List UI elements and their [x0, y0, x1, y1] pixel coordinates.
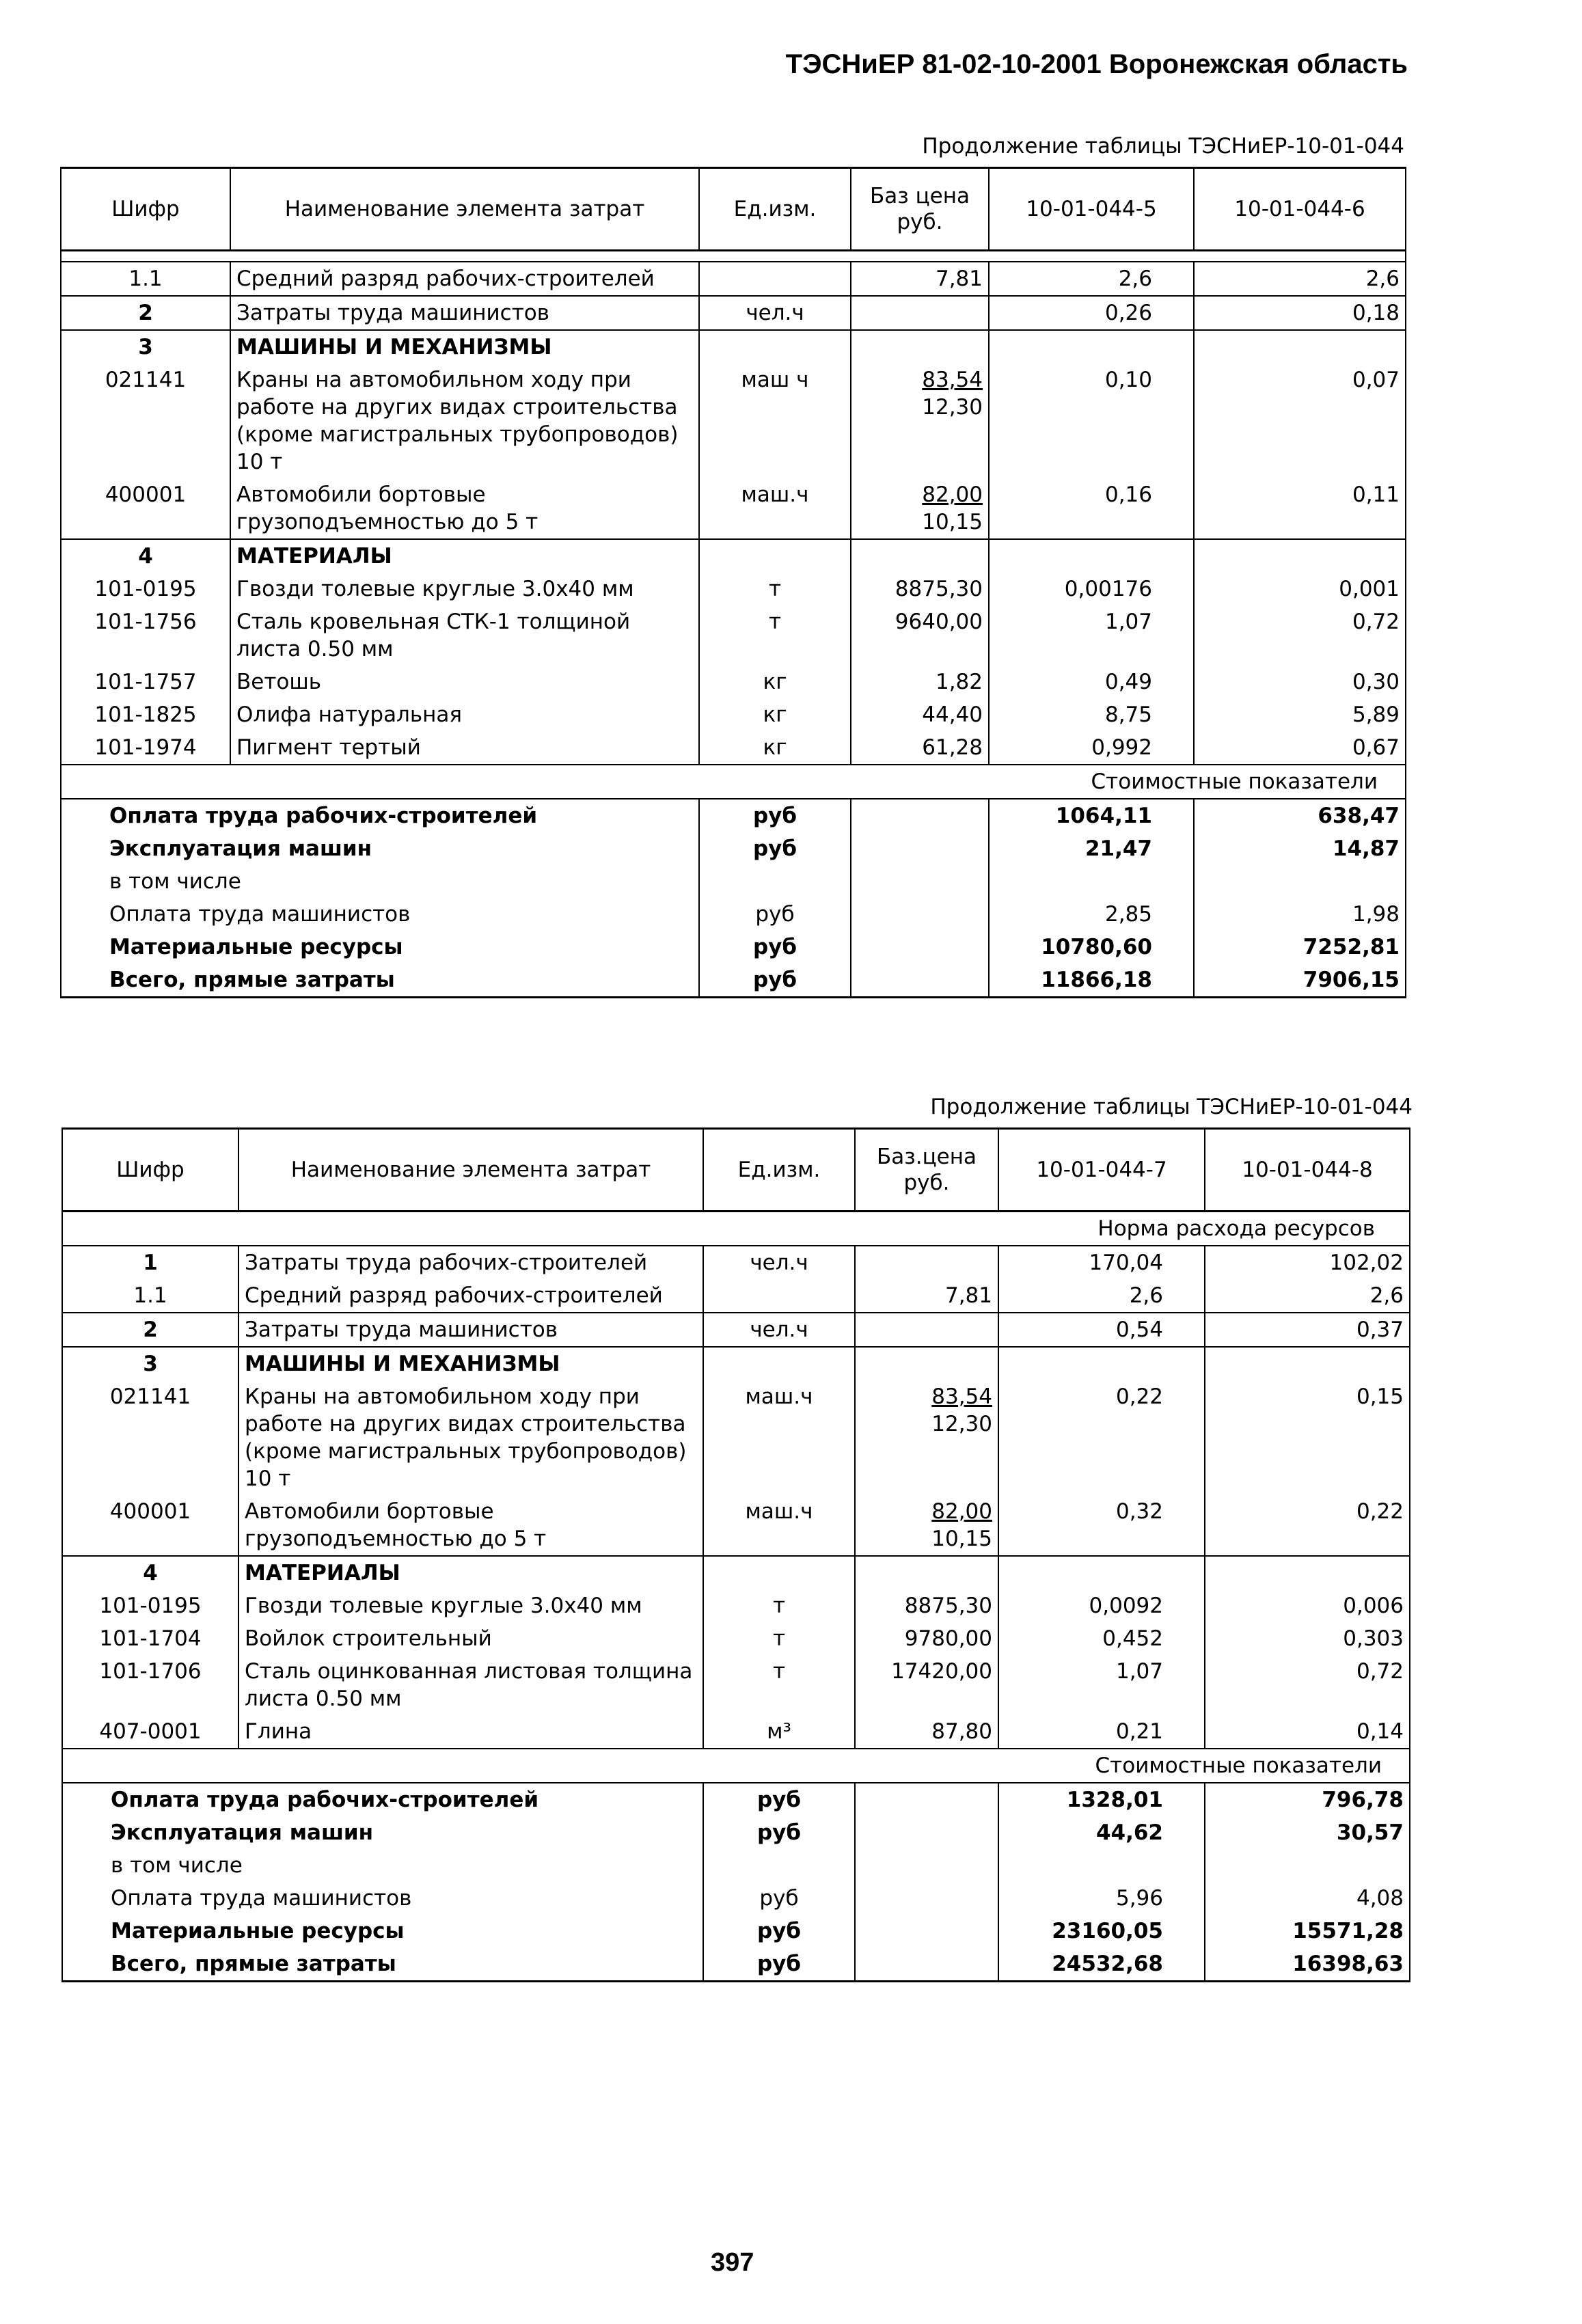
machinist-price-value: 12,30 [931, 1412, 992, 1436]
row-price [855, 1655, 998, 1715]
summary-unit: руб [699, 898, 851, 931]
summary-label: Эксплуатация машин [62, 1816, 703, 1849]
row-code: 1.1 [61, 262, 230, 296]
row-code: 4 [61, 539, 230, 573]
summary-value-1: 44,62 [998, 1816, 1205, 1849]
row-code: 1.1 [62, 1279, 238, 1313]
row-unit: м³ [703, 1715, 855, 1749]
row-code: 2 [61, 296, 230, 330]
row-value-1 [998, 1556, 1205, 1589]
row-price [855, 1347, 998, 1380]
price-value: 83,54 [931, 1384, 992, 1409]
table-row [62, 1279, 1410, 1313]
row-value-1 [989, 330, 1194, 364]
column-header: Баз цена руб. [851, 168, 989, 251]
row-name: Затраты труда машинистов [238, 1313, 703, 1347]
row-code: 021141 [62, 1380, 238, 1495]
row-value-2 [1194, 539, 1406, 573]
summary-unit: руб [699, 832, 851, 865]
summary-label: Материальные ресурсы [62, 1915, 703, 1947]
summary-value-1: 21,47 [989, 832, 1194, 865]
row-value-2: 102,02 [1205, 1246, 1410, 1279]
summary-unit: руб [699, 931, 851, 963]
summary-row [62, 1915, 1410, 1947]
table-caption: Продолжение таблицы ТЭСНиЕР-10-01-044 [922, 134, 1404, 159]
summary-row [61, 898, 1406, 931]
price-value: 82,00 [922, 482, 983, 507]
price-value: 9780,00 [904, 1626, 992, 1651]
row-code: 021141 [61, 364, 230, 478]
row-code: 407-0001 [62, 1715, 238, 1749]
summary-value-2: 15571,28 [1205, 1915, 1410, 1947]
cost-table-2 [62, 1127, 1410, 1982]
row-code: 3 [62, 1347, 238, 1380]
summary-label: Эксплуатация машин [61, 832, 699, 865]
row-price [851, 478, 989, 539]
summary-label: Оплата труда рабочих-строителей [61, 799, 699, 832]
summary-row [61, 931, 1406, 963]
row-name: Глина [238, 1715, 703, 1749]
summary-value-2: 7906,15 [1194, 963, 1406, 998]
row-unit [703, 1347, 855, 1380]
price-value: 82,00 [931, 1499, 992, 1524]
row-value-2: 0,15 [1205, 1380, 1410, 1495]
row-price [855, 1715, 998, 1749]
row-value-2: 0,07 [1194, 364, 1406, 478]
price-value: 7,81 [935, 266, 983, 291]
row-name: Сталь оцинкованная листовая толщина листа 0.50 мм [238, 1655, 703, 1715]
row-name: Пигмент тертый [230, 731, 699, 765]
row-name: Войлок строительный [238, 1622, 703, 1655]
row-value-2: 0,72 [1194, 605, 1406, 666]
row-code: 101-1825 [61, 698, 230, 731]
row-value-1: 2,6 [989, 262, 1194, 296]
row-unit: т [703, 1589, 855, 1622]
summary-value-1: 5,96 [998, 1882, 1205, 1915]
row-price [851, 698, 989, 731]
row-code: 4 [62, 1556, 238, 1589]
row-price [851, 262, 989, 296]
row-name: Средний разряд рабочих-строителей [238, 1279, 703, 1313]
column-header: 10-01-044-5 [989, 168, 1194, 251]
table-row [62, 1556, 1410, 1589]
row-unit: т [699, 573, 851, 605]
row-code: 1 [62, 1246, 238, 1279]
summary-price [855, 1947, 998, 1982]
row-unit: чел.ч [703, 1313, 855, 1347]
table-row [62, 1622, 1410, 1655]
row-code: 101-1974 [61, 731, 230, 765]
summary-label: Материальные ресурсы [61, 931, 699, 963]
column-header: Ед.изм. [703, 1129, 855, 1212]
row-value-1: 0,22 [998, 1380, 1205, 1495]
table-row [62, 1313, 1410, 1347]
summary-value-1: 11866,18 [989, 963, 1194, 998]
row-unit: кг [699, 731, 851, 765]
summary-unit: руб [699, 799, 851, 832]
summary-price [851, 799, 989, 832]
column-header: Баз.цена руб. [855, 1129, 998, 1212]
summary-price [855, 1783, 998, 1816]
summary-price [851, 865, 989, 898]
price-value: 17420,00 [891, 1659, 992, 1684]
column-header: Ед.изм. [699, 168, 851, 251]
summary-row [62, 1783, 1410, 1816]
row-value-2: 0,14 [1205, 1715, 1410, 1749]
row-name: Автомобили бортовые грузоподъемностью до 5 т [230, 478, 699, 539]
table-row [61, 330, 1406, 364]
row-value-2 [1194, 330, 1406, 364]
table-header-row [62, 1129, 1410, 1212]
row-code: 3 [61, 330, 230, 364]
row-price [855, 1556, 998, 1589]
column-header: 10-01-044-6 [1194, 168, 1406, 251]
row-value-2 [1205, 1347, 1410, 1380]
row-name: Затраты труда рабочих-строителей [238, 1246, 703, 1279]
row-unit: маш.ч [703, 1380, 855, 1495]
summary-row [62, 1849, 1410, 1882]
row-value-2: 0,006 [1205, 1589, 1410, 1622]
summary-price [855, 1882, 998, 1915]
row-value-1: 0,49 [989, 666, 1194, 698]
summary-label: Оплата труда машинистов [61, 898, 699, 931]
row-value-2: 5,89 [1194, 698, 1406, 731]
row-unit: маш.ч [699, 478, 851, 539]
row-code: 400001 [62, 1495, 238, 1556]
column-header: 10-01-044-7 [998, 1129, 1205, 1212]
row-value-1: 0,21 [998, 1715, 1205, 1749]
row-value-1: 0,32 [998, 1495, 1205, 1556]
summary-value-2: 7252,81 [1194, 931, 1406, 963]
row-code: 2 [62, 1313, 238, 1347]
row-code: 101-1756 [61, 605, 230, 666]
spacer-cell [61, 251, 1406, 262]
row-price [855, 1246, 998, 1279]
row-unit: чел.ч [703, 1246, 855, 1279]
row-price [851, 666, 989, 698]
table-body [61, 168, 1406, 998]
row-code: 101-1706 [62, 1655, 238, 1715]
price-value: 8875,30 [904, 1594, 992, 1618]
table-row [62, 1589, 1410, 1622]
summary-value-2: 4,08 [1205, 1882, 1410, 1915]
table-row [62, 1655, 1410, 1715]
row-value-2 [1205, 1556, 1410, 1589]
row-code: 101-1757 [61, 666, 230, 698]
summary-value-2: 638,47 [1194, 799, 1406, 832]
summary-row [61, 832, 1406, 865]
table-row [61, 731, 1406, 765]
row-value-1: 0,16 [989, 478, 1194, 539]
summary-value-1: 1328,01 [998, 1783, 1205, 1816]
row-price [851, 296, 989, 330]
summary-unit: руб [699, 963, 851, 998]
row-value-2: 0,72 [1205, 1655, 1410, 1715]
row-name: МАШИНЫ И МЕХАНИЗМЫ [238, 1347, 703, 1380]
row-value-2: 0,37 [1205, 1313, 1410, 1347]
price-value: 44,40 [922, 702, 983, 727]
table-row [61, 296, 1406, 330]
row-price [855, 1495, 998, 1556]
norm-label: Норма расхода ресурсов [62, 1212, 1410, 1246]
column-header: Наименование элемента затрат [238, 1129, 703, 1212]
row-value-1: 0,00176 [989, 573, 1194, 605]
table-row [61, 539, 1406, 573]
row-price [855, 1313, 998, 1347]
table-row [61, 262, 1406, 296]
row-value-1 [989, 539, 1194, 573]
table-row [61, 573, 1406, 605]
table-row [62, 1347, 1410, 1380]
summary-row [62, 1947, 1410, 1982]
row-price [855, 1380, 998, 1495]
summary-label: Оплата труда машинистов [62, 1882, 703, 1915]
cost-label-row [61, 765, 1406, 799]
row-name: МАТЕРИАЛЫ [230, 539, 699, 573]
summary-value-1: 2,85 [989, 898, 1194, 931]
summary-value-2: 30,57 [1205, 1816, 1410, 1849]
summary-value-2: 16398,63 [1205, 1947, 1410, 1982]
column-header: Наименование элемента затрат [230, 168, 699, 251]
summary-unit: руб [703, 1947, 855, 1982]
cost-label-row [62, 1749, 1410, 1783]
row-unit: т [703, 1622, 855, 1655]
machinist-price-value: 10,15 [931, 1527, 992, 1551]
row-value-1: 1,07 [998, 1655, 1205, 1715]
summary-value-1: 24532,68 [998, 1947, 1205, 1982]
table-row [61, 605, 1406, 666]
row-value-1 [998, 1347, 1205, 1380]
summary-price [851, 931, 989, 963]
table-row [62, 1715, 1410, 1749]
row-name: Олифа натуральная [230, 698, 699, 731]
summary-unit: руб [703, 1816, 855, 1849]
row-unit: маш ч [699, 364, 851, 478]
norm-row [61, 251, 1406, 262]
summary-price [851, 898, 989, 931]
row-code: 400001 [61, 478, 230, 539]
price-value: 83,54 [922, 368, 983, 392]
row-unit: т [699, 605, 851, 666]
price-value: 9640,00 [895, 610, 983, 634]
row-price [855, 1279, 998, 1313]
row-unit: т [703, 1655, 855, 1715]
table-row [61, 698, 1406, 731]
table-row [62, 1495, 1410, 1556]
row-unit: маш.ч [703, 1495, 855, 1556]
row-unit [699, 539, 851, 573]
summary-row [61, 865, 1406, 898]
row-value-1: 170,04 [998, 1246, 1205, 1279]
row-name: Гвозди толевые круглые 3.0х40 мм [230, 573, 699, 605]
table-body [62, 1129, 1410, 1982]
table-caption: Продолжение таблицы ТЭСНиЕР-10-01-044 [930, 1095, 1413, 1119]
row-value-1: 8,75 [989, 698, 1194, 731]
summary-value-2 [1194, 865, 1406, 898]
row-name: Ветошь [230, 666, 699, 698]
row-value-2: 0,22 [1205, 1495, 1410, 1556]
price-value: 8875,30 [895, 577, 983, 601]
summary-label: Всего, прямые затраты [61, 963, 699, 998]
summary-label: в том числе [62, 1849, 703, 1882]
page-number: 397 [711, 2248, 754, 2277]
row-unit: кг [699, 666, 851, 698]
row-code: 101-0195 [61, 573, 230, 605]
row-unit [703, 1556, 855, 1589]
table-header-row [61, 168, 1406, 251]
row-value-2: 0,18 [1194, 296, 1406, 330]
row-code: 101-0195 [62, 1589, 238, 1622]
summary-value-2: 14,87 [1194, 832, 1406, 865]
row-value-2: 2,6 [1205, 1279, 1410, 1313]
row-name: Краны на автомобильном ходу при работе на других видах строительства (кроме магистральных трубопроводов) 10 т [230, 364, 699, 478]
summary-unit [703, 1849, 855, 1882]
row-value-2: 0,67 [1194, 731, 1406, 765]
summary-unit: руб [703, 1882, 855, 1915]
row-unit [699, 262, 851, 296]
summary-value-1 [989, 865, 1194, 898]
row-price [855, 1589, 998, 1622]
row-name: Средний разряд рабочих-строителей [230, 262, 699, 296]
row-price [851, 364, 989, 478]
row-name: Краны на автомобильном ходу при работе на других видах строительства (кроме магистральных трубопроводов) 10 т [238, 1380, 703, 1495]
summary-value-1: 23160,05 [998, 1915, 1205, 1947]
row-value-1: 0,452 [998, 1622, 1205, 1655]
machinist-price-value: 12,30 [922, 395, 983, 420]
row-price [851, 539, 989, 573]
row-unit: чел.ч [699, 296, 851, 330]
row-name: Затраты труда машинистов [230, 296, 699, 330]
summary-price [851, 963, 989, 998]
summary-unit: руб [703, 1783, 855, 1816]
summary-label: в том числе [61, 865, 699, 898]
summary-price [855, 1849, 998, 1882]
summary-value-2: 796,78 [1205, 1783, 1410, 1816]
summary-price [855, 1816, 998, 1849]
row-value-2: 0,001 [1194, 573, 1406, 605]
summary-value-1 [998, 1849, 1205, 1882]
row-unit: кг [699, 698, 851, 731]
row-price [851, 573, 989, 605]
cost-label: Стоимостные показатели [62, 1749, 1410, 1783]
row-value-1: 0,0092 [998, 1589, 1205, 1622]
cost-label: Стоимостные показатели [61, 765, 1406, 799]
summary-row [62, 1816, 1410, 1849]
row-value-1: 0,54 [998, 1313, 1205, 1347]
row-unit [699, 330, 851, 364]
row-price [855, 1622, 998, 1655]
summary-row [61, 799, 1406, 832]
row-value-1: 0,992 [989, 731, 1194, 765]
table-row [62, 1246, 1410, 1279]
row-value-2: 0,11 [1194, 478, 1406, 539]
price-value: 61,28 [922, 735, 983, 760]
table-row [62, 1380, 1410, 1495]
document-header: ТЭСНиЕР 81-02-10-2001 Воронежская область [785, 49, 1408, 79]
summary-price [855, 1915, 998, 1947]
row-value-1: 0,26 [989, 296, 1194, 330]
row-code: 101-1704 [62, 1622, 238, 1655]
summary-label: Оплата труда рабочих-строителей [62, 1783, 703, 1816]
row-value-2: 0,30 [1194, 666, 1406, 698]
row-value-2: 0,303 [1205, 1622, 1410, 1655]
table-row [61, 364, 1406, 478]
summary-value-1: 10780,60 [989, 931, 1194, 963]
summary-value-2: 1,98 [1194, 898, 1406, 931]
row-price [851, 731, 989, 765]
summary-unit [699, 865, 851, 898]
price-value: 87,80 [931, 1719, 992, 1744]
row-name: МАТЕРИАЛЫ [238, 1556, 703, 1589]
table-row [61, 478, 1406, 539]
summary-price [851, 832, 989, 865]
summary-label: Всего, прямые затраты [62, 1947, 703, 1982]
price-value: 7,81 [944, 1283, 992, 1308]
row-value-1: 2,6 [998, 1279, 1205, 1313]
summary-row [62, 1882, 1410, 1915]
column-header: Шифр [61, 168, 230, 251]
cost-table-1 [60, 167, 1406, 998]
row-value-1: 0,10 [989, 364, 1194, 478]
summary-row [61, 963, 1406, 998]
price-value: 1,82 [935, 670, 983, 694]
row-name: МАШИНЫ И МЕХАНИЗМЫ [230, 330, 699, 364]
column-header: Шифр [62, 1129, 238, 1212]
row-price [851, 330, 989, 364]
column-header: 10-01-044-8 [1205, 1129, 1410, 1212]
table-row [61, 666, 1406, 698]
row-value-2: 2,6 [1194, 262, 1406, 296]
row-price [851, 605, 989, 666]
summary-unit: руб [703, 1915, 855, 1947]
machinist-price-value: 10,15 [922, 510, 983, 534]
row-name: Автомобили бортовые грузоподъемностью до 5 т [238, 1495, 703, 1556]
summary-value-1: 1064,11 [989, 799, 1194, 832]
row-value-1: 1,07 [989, 605, 1194, 666]
row-name: Сталь кровельная СТК-1 толщиной листа 0.50 мм [230, 605, 699, 666]
summary-value-2 [1205, 1849, 1410, 1882]
row-name: Гвозди толевые круглые 3.0х40 мм [238, 1589, 703, 1622]
norm-row [62, 1212, 1410, 1246]
row-unit [703, 1279, 855, 1313]
